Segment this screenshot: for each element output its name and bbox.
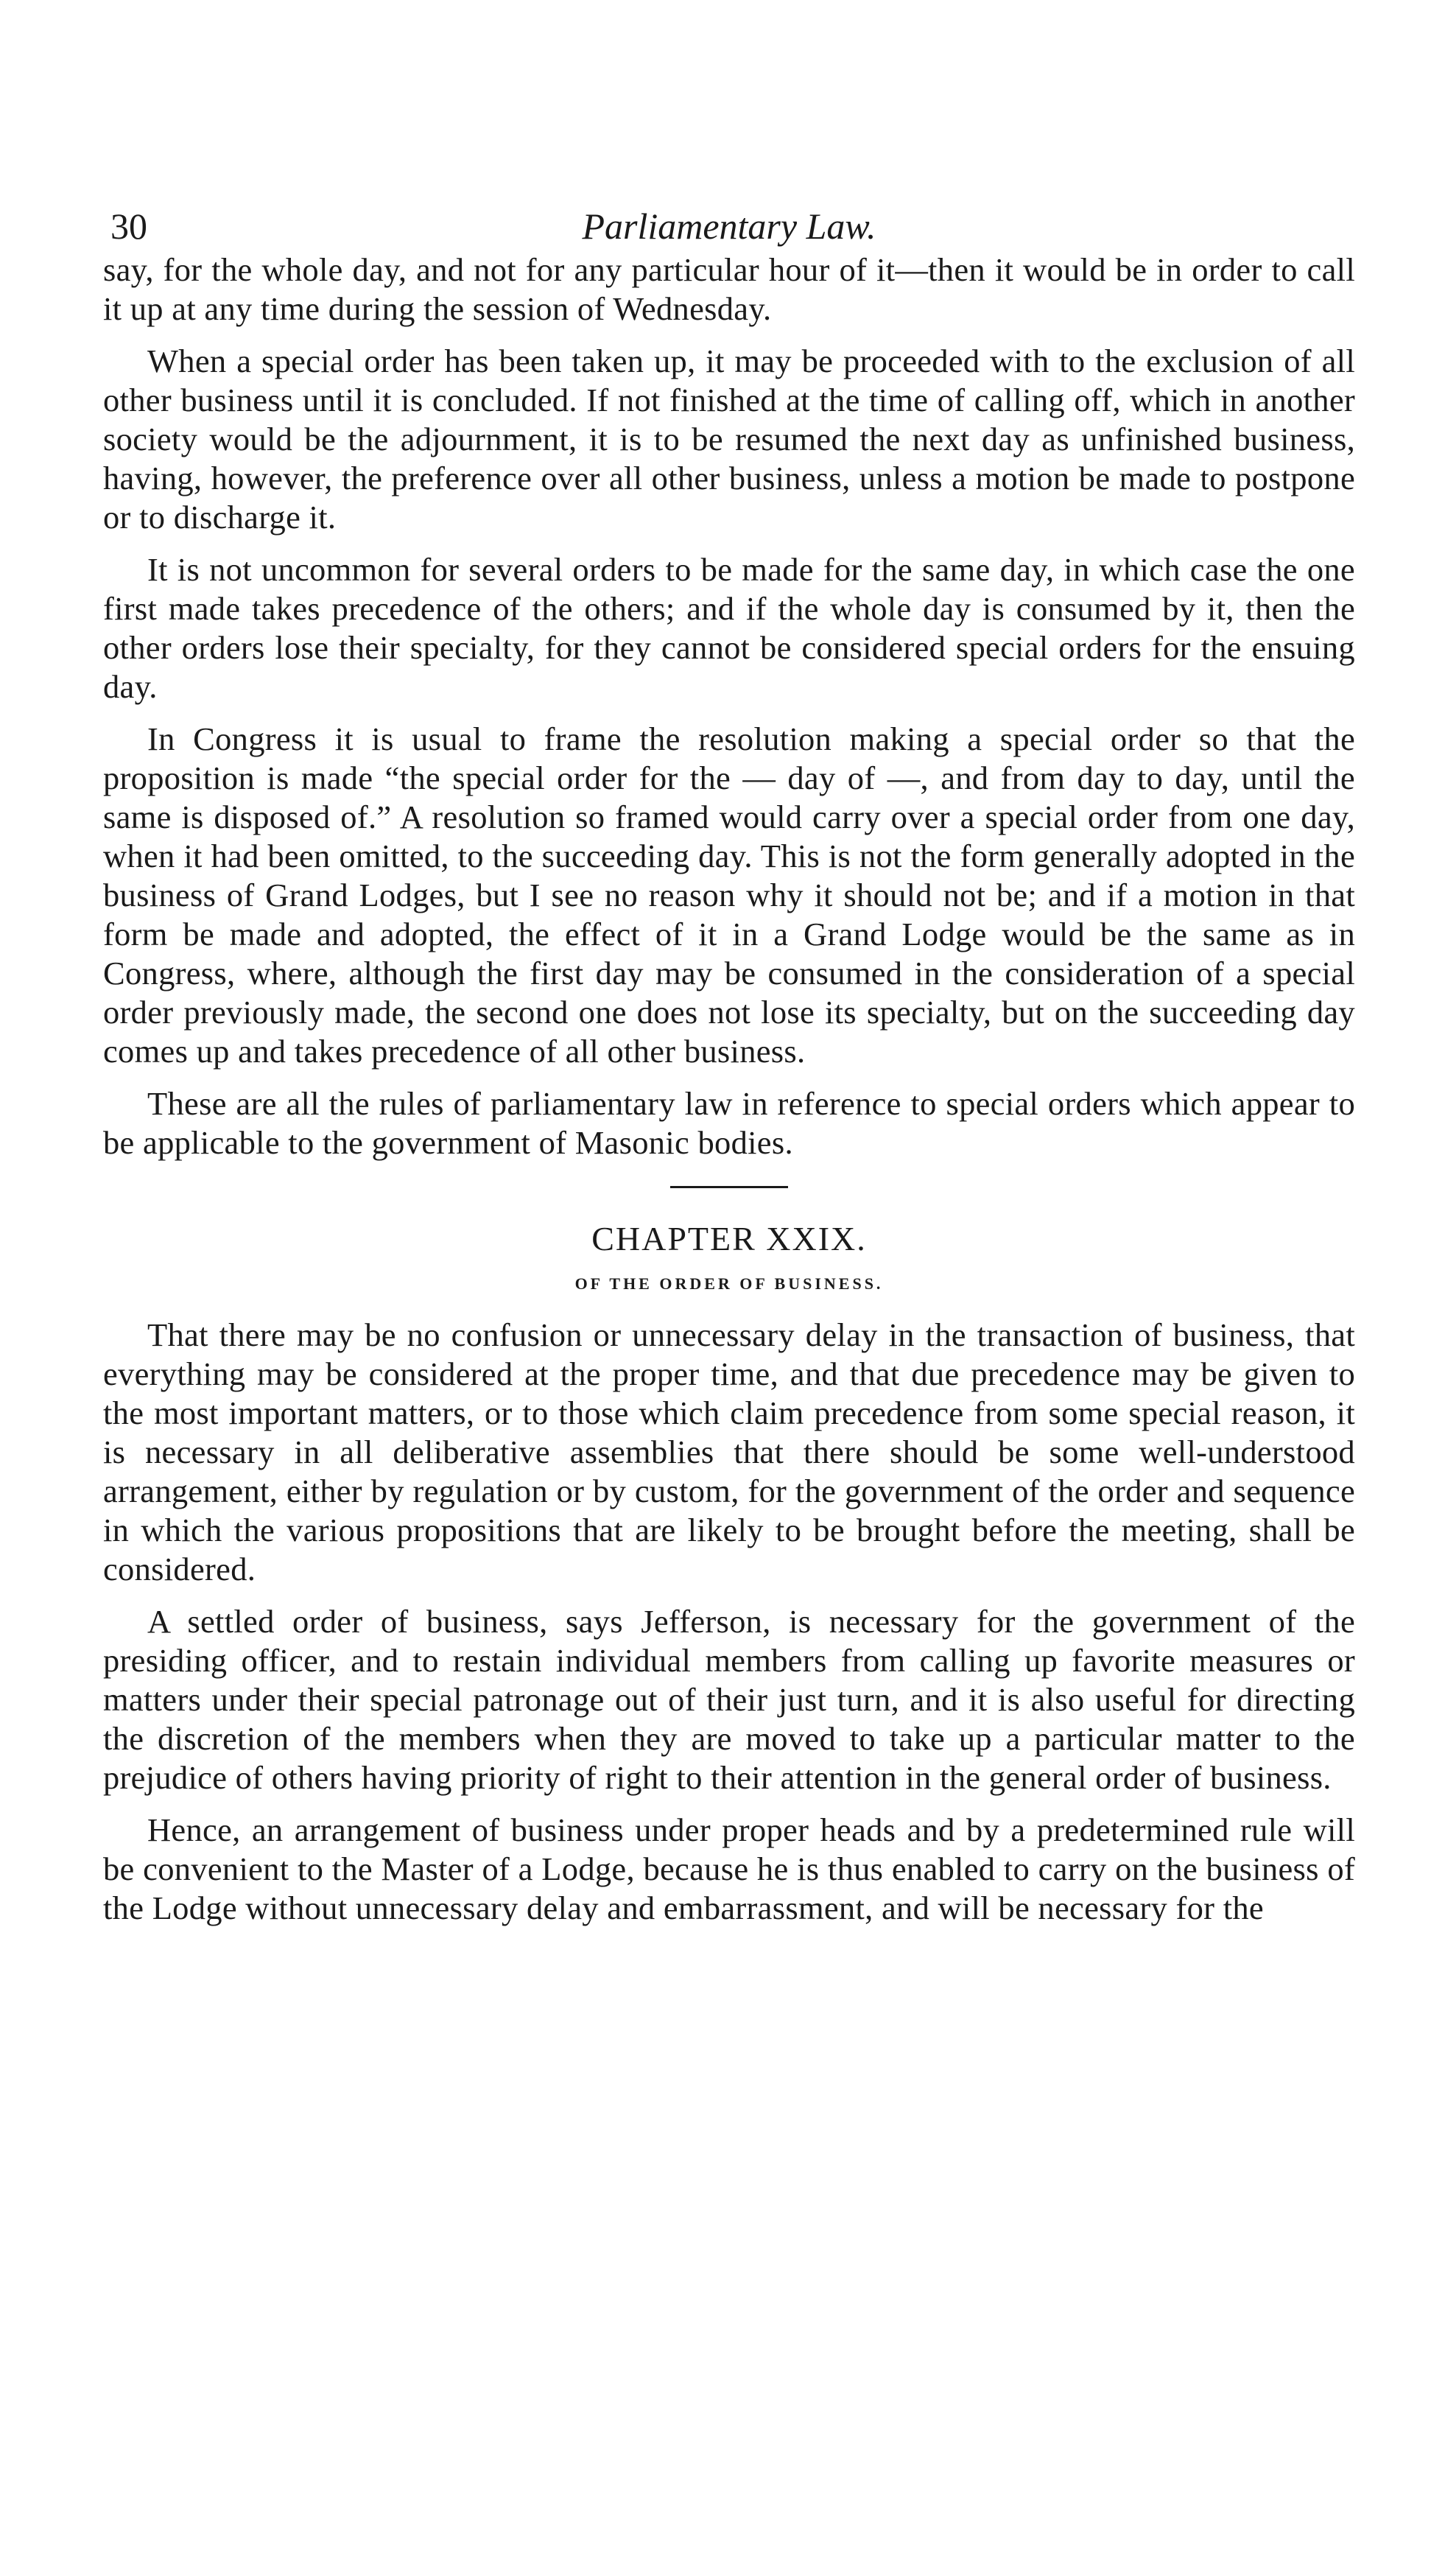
- paragraph: Hence, an arrangement of business under proper heads and by a predetermined rule will be convenient to the Master of a Lodge, because he is thus enabled to carry on the business of the Lodge without unnecessary delay and embarrassment, and will be necessary for the: [103, 1811, 1355, 1926]
- paragraph: A settled order of business, says Jefferson, is necessary for the government of the presiding officer, and to restain individual members from calling up favorite measures or matters under their special patronage out of their just turn, and it is also useful for directing the discretion of the members when they are moved to take up a particular matter to the prejudice of others having priority of right to their attention in the general order of business.: [103, 1603, 1355, 1796]
- running-head: [103, 184, 1355, 250]
- paragraph: These are all the rules of parliamentary law in reference to special orders which appear to be applicable to the government of Masonic bodies.: [103, 1085, 1355, 1161]
- paragraph: It is not uncommon for several orders to be made for the same day, in which case the one first made takes precedence of the others; and if the whole day is consumed by it, then the other orders lose their specialty, for they cannot be considered special orders for the ensuing day.: [103, 551, 1355, 705]
- chapter-subtitle: OF THE ORDER OF BUSINESS.: [574, 1274, 884, 1293]
- paragraph: That there may be no confusion or unnecessary delay in the transaction of business, that everything may be considered at the proper time, and that due precedence may be given to the most important matters, or to those which claim precedence from some special reason, it is necessary in all deliberative assemblies that there should be some well-understood arrangement, either by regulation or by custom, for the government of the order and sequence in which the various propositions that are likely to be brought before the meeting, shall be considered.: [103, 1316, 1355, 1587]
- chapter-heading: CHAPTER XXIX.: [591, 1220, 867, 1257]
- page-number: 30: [110, 206, 147, 247]
- paragraph: When a special order has been taken up, it may be proceeded with to the exclusion of all other business until it is concluded. If not finished at the time of calling off, which in another society would be the adjournment, it is to be resumed the next day as unfinished business, having, however, the preference over all other business, unless a motion be made to postpone or to discharge it.: [103, 343, 1355, 536]
- section-divider: [670, 1186, 788, 1188]
- paragraph: In Congress it is usual to frame the resolution making a special order so that the proposition is made “the special order for the — day of —, and from day to day, until the same is disposed of.” A resolution so framed would carry over a special order from one day, when it had been omitted, to the succeeding day. This is not the form generally adopted in the business of Grand Lodges, but I see no reason why it should not be; and if a motion in that form be made and adopted, the effect of it in a Grand Lodge would be the same as in Congress, where, although the first day may be consumed in the consideration of a special order previously made, the second one does not lose its specialty, but on the succeeding day comes up and takes precedence of all other business.: [103, 720, 1355, 1070]
- book-page: [103, 184, 1355, 1941]
- paragraph-continued: say, for the whole day, and not for any particular hour of it—then it would be in order to call it up at any time during the session of Wednesday.: [103, 251, 1355, 327]
- running-title: Parliamentary Law.: [582, 206, 876, 247]
